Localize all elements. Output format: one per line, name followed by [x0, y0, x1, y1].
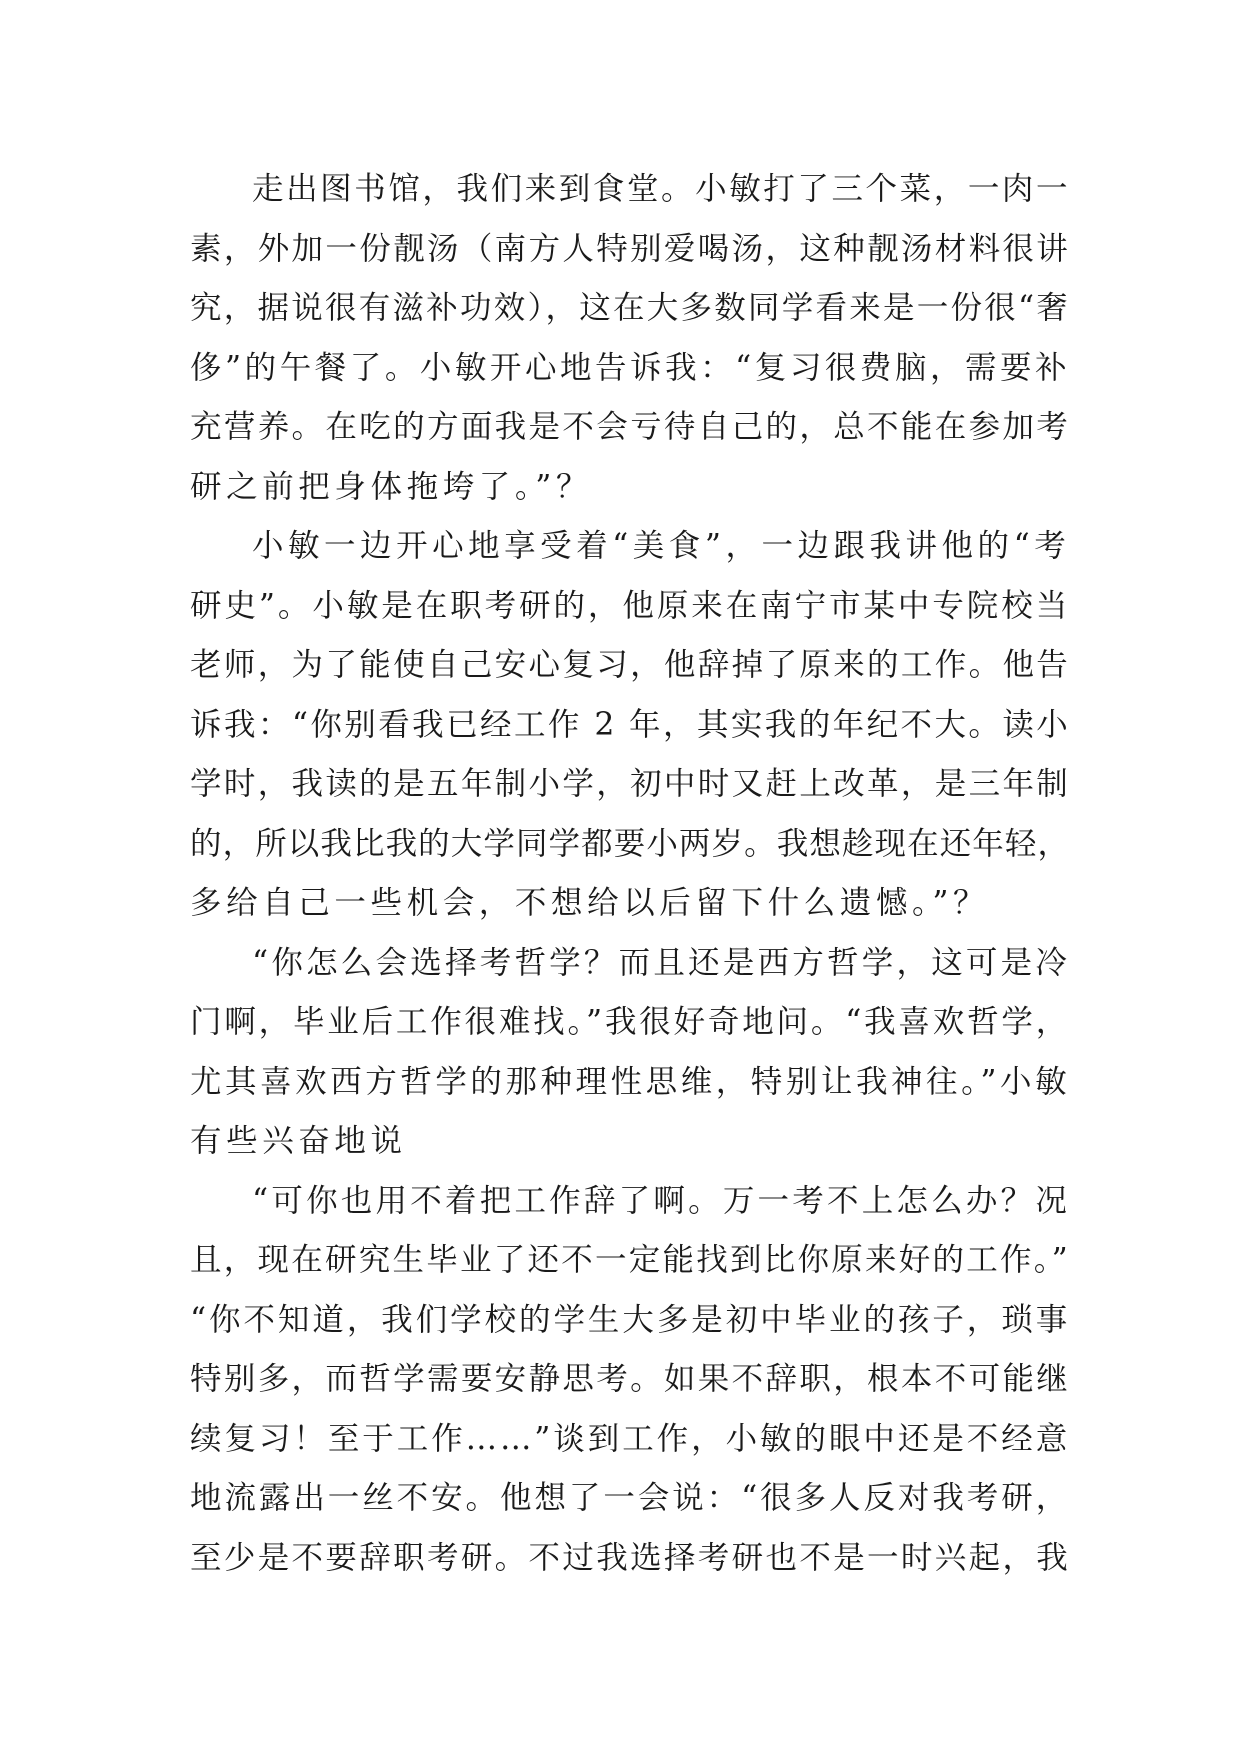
text-line: “你怎么会选择考哲学？而且还是西方哲学，这可是冷: [252, 944, 1070, 981]
text-line: 老师，为了能使自己安心复习，他辞掉了原来的工作。他告: [190, 647, 1070, 683]
text-line: 诉我：“你别看我已经工作 2 年，其实我的年纪不大。读小: [190, 706, 1070, 743]
text-line: 且，现在研究生毕业了还不一定能找到比你原来好的工作。”: [190, 1242, 1070, 1278]
text-line: 多给自己一些机会，不想给以后留下什么遗憾。”？: [190, 885, 990, 921]
text-line: 素，外加一份靓汤（南方人特别爱喝汤，这种靓汤材料很讲: [190, 230, 1070, 267]
text-line: 研史”。小敏是在职考研的，他原来在南宁市某中专院校当: [190, 587, 1070, 624]
text-line: “可你也用不着把工作辞了啊。万一考不上怎么办？况: [252, 1182, 1070, 1219]
text-line: 门啊，毕业后工作很难找。”我很好奇地问。“我喜欢哲学，: [190, 1004, 1070, 1040]
text-line: 有些兴奋地说: [190, 1123, 407, 1159]
body-text: [190, 160, 1070, 1588]
text-line: 特别多，而哲学需要安静思考。如果不辞职，根本不可能继: [190, 1361, 1070, 1397]
text-line: 研之前把身体拖垮了。”？: [190, 468, 593, 505]
text-line: “你不知道，我们学校的学生大多是初中毕业的孩子，琐事: [190, 1301, 1070, 1338]
text-line: 侈”的午餐了。小敏开心地告诉我：“复习很费脑，需要补: [190, 349, 1070, 386]
text-line: 的，所以我比我的大学同学都要小两岁。我想趁现在还年轻，: [190, 825, 1070, 862]
text-line: 走出图书馆，我们来到食堂。小敏打了三个菜，一肉一: [252, 171, 1070, 207]
text-line: 充营养。在吃的方面我是不会亏待自己的，总不能在参加考: [190, 409, 1070, 445]
text-line: 至少是不要辞职考研。不过我选择考研也不是一时兴起，我: [190, 1539, 1070, 1576]
text-line: 地流露出一丝不安。他想了一会说：“很多人反对我考研，: [190, 1480, 1070, 1516]
text-line: 究，据说很有滋补功效），这在大多数同学看来是一份很“奢: [190, 290, 1070, 326]
text-line: 续复习！至于工作……”谈到工作，小敏的眼中还是不经意: [190, 1420, 1070, 1457]
text-line: 学时，我读的是五年制小学，初中时又赶上改革，是三年制: [190, 766, 1070, 802]
text-line: 小敏一边开心地享受着“美食”，一边跟我讲他的“考: [252, 528, 1070, 564]
text-line: 尤其喜欢西方哲学的那种理性思维，特别让我神往。”小敏: [190, 1063, 1070, 1100]
